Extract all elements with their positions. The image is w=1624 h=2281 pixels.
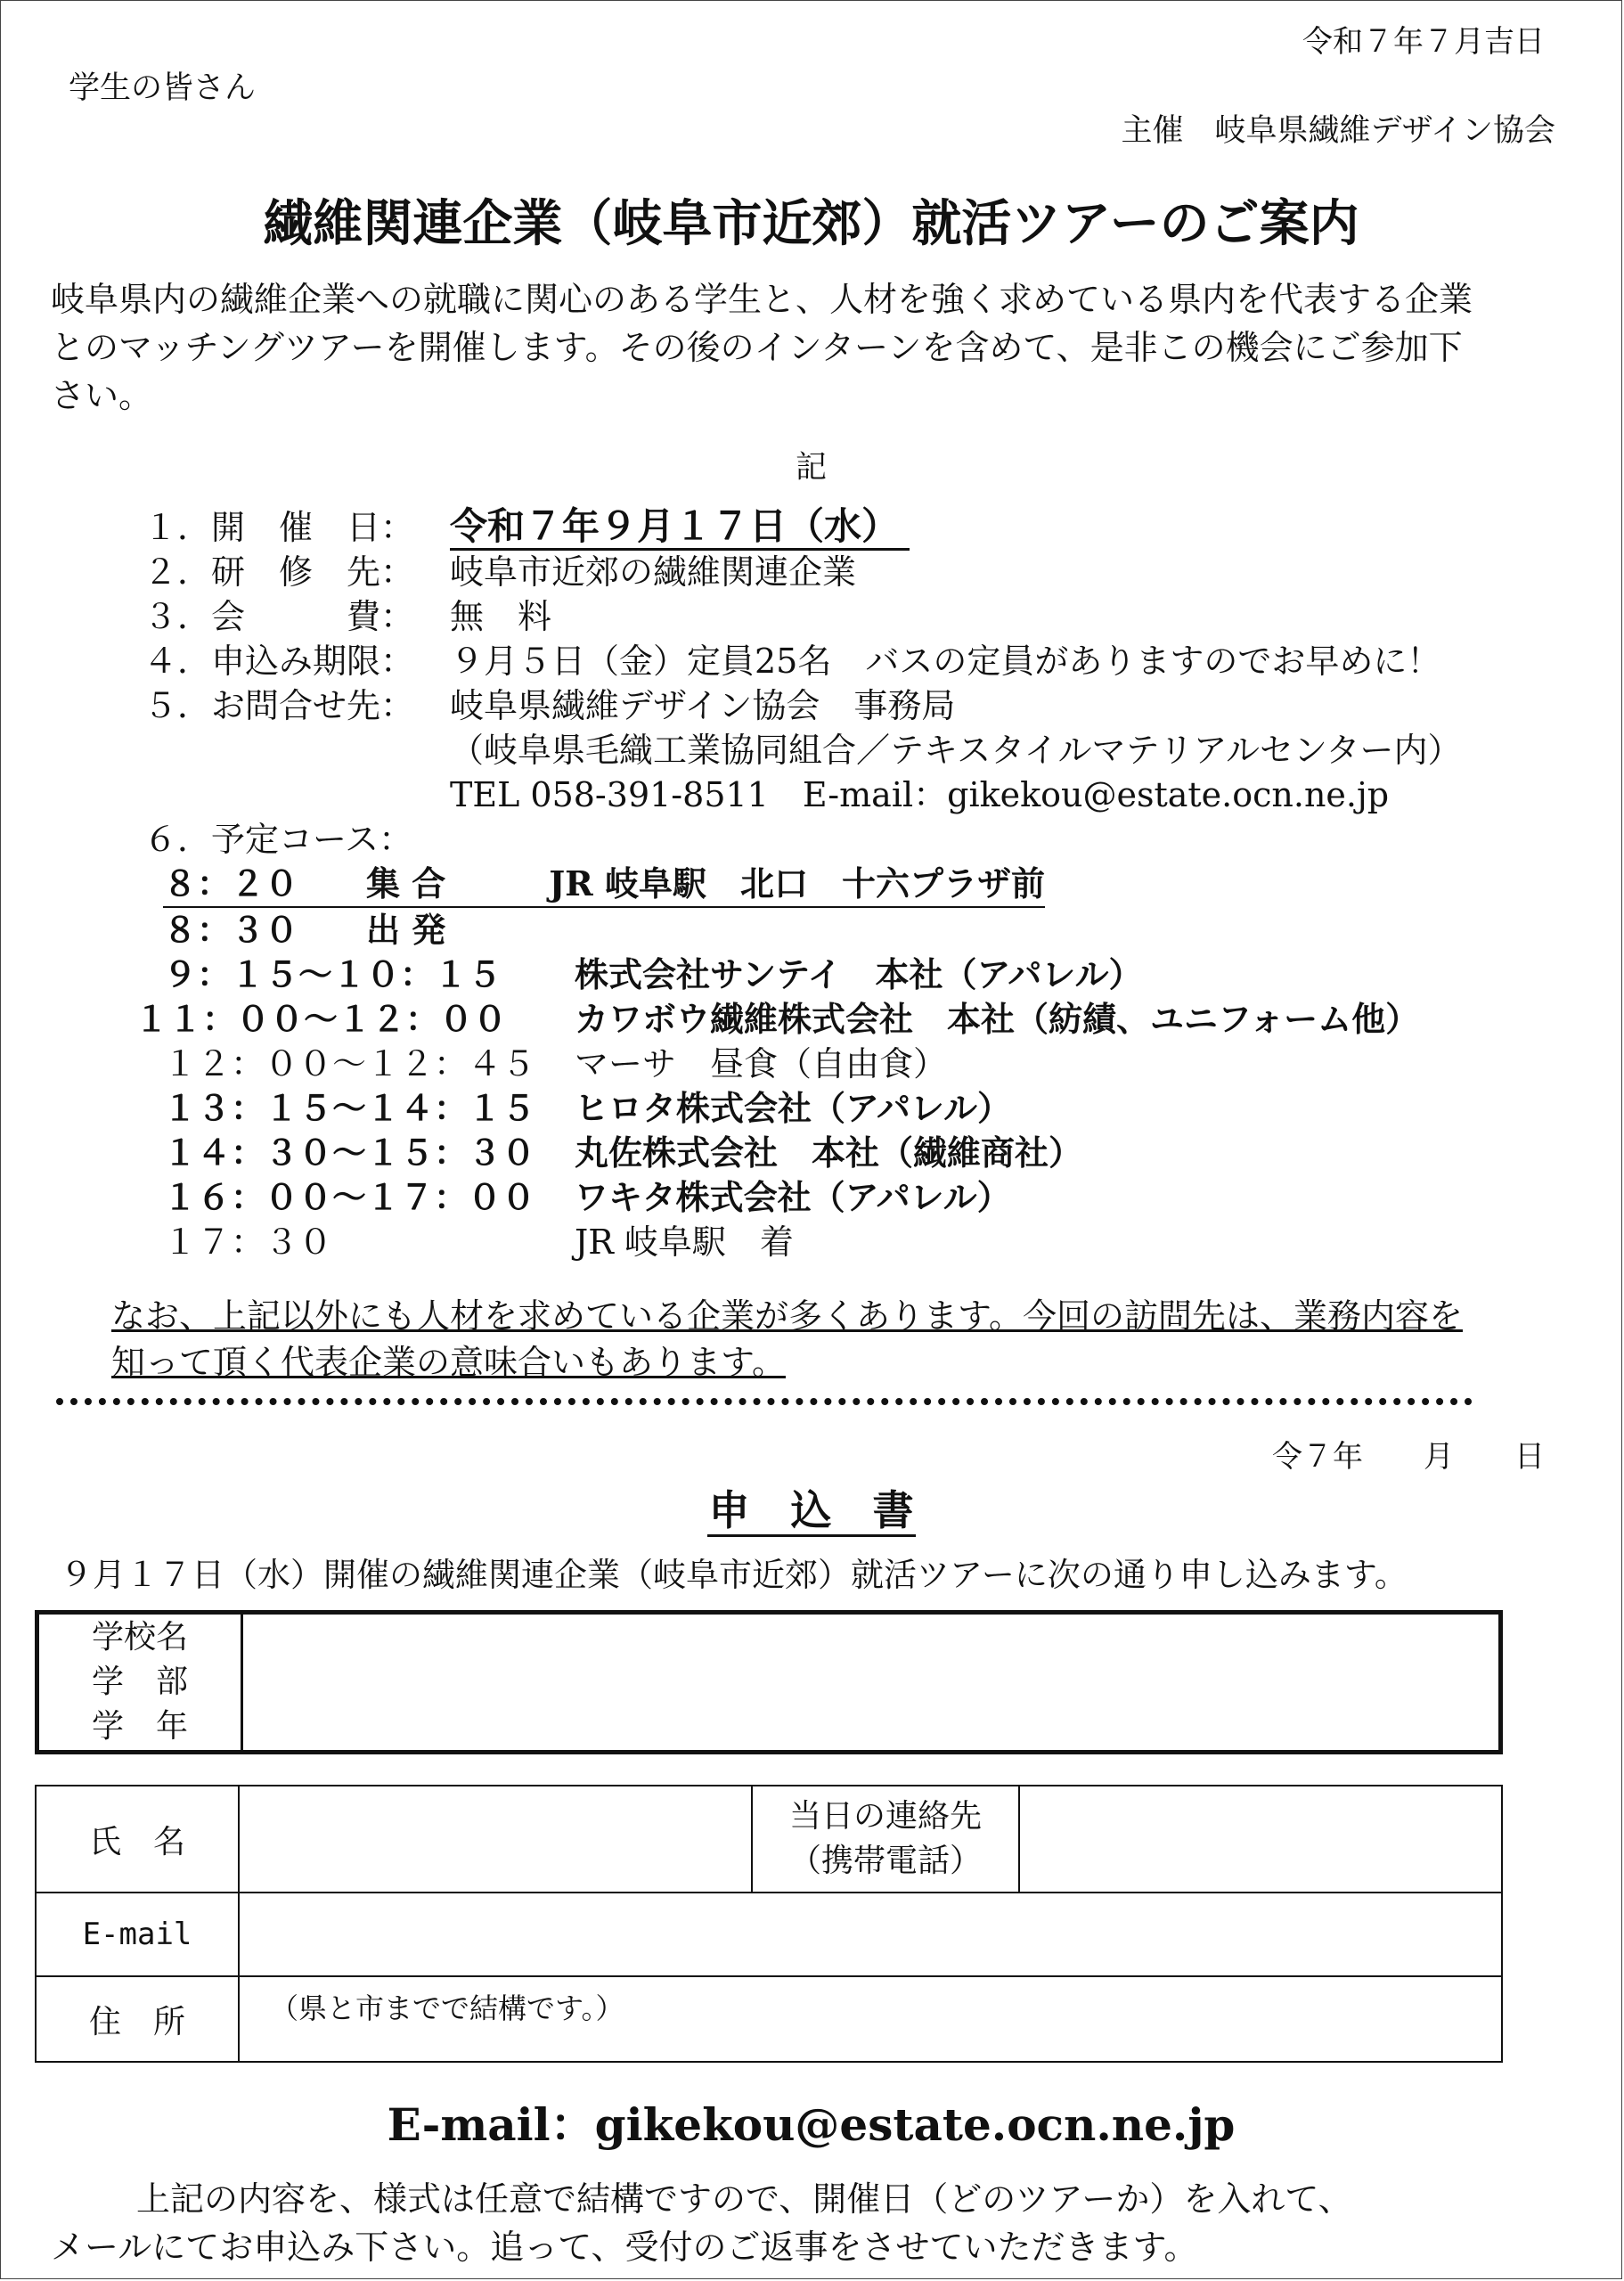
email-label: E-mail xyxy=(36,1893,239,1976)
school-labels: 学校名 学 部 学 年 xyxy=(37,1613,242,1753)
schedule-row xyxy=(163,952,1419,997)
schedule-place: JR 岐阜駅 北口 十六プラザ前 xyxy=(549,863,1045,903)
form-title: 申 込 書 xyxy=(1,1478,1621,1537)
details-list xyxy=(143,505,1461,862)
phone-field[interactable] xyxy=(1019,1786,1502,1893)
schedule-time: ９：１５～１０：１５ xyxy=(163,954,502,994)
schedule-time: ８：２０ 集 合 xyxy=(163,863,446,903)
schedule-row xyxy=(163,1220,1419,1264)
school-table xyxy=(35,1610,1503,1754)
detail-value: 岐阜県繊維デザイン協会 事務局 xyxy=(450,686,956,725)
schedule-row xyxy=(163,862,1045,908)
detail-row xyxy=(143,639,1461,683)
detail-label: ４．申込み期限： xyxy=(143,642,415,681)
contact-email: E-mail：gikekou@estate.ocn.ne.jp xyxy=(387,2098,1236,2151)
school-field[interactable] xyxy=(242,1613,1501,1753)
address-field[interactable]: （県と市までで結構です。） xyxy=(239,1976,1502,2062)
detail-label: ２．研 修 先： xyxy=(143,552,415,592)
issue-date: 令和７年７月吉日 xyxy=(1302,24,1545,60)
detail-value: ９月５日（金）定員25名 バスの定員がありますのでお早めに！ xyxy=(450,642,1441,681)
schedule-time: １６：００～１７：００ xyxy=(163,1177,536,1217)
intro-paragraph: 岐阜県内の繊維企業への就職に関心のある学生と、人材を強く求めている県内を代表する企業とのマッチングツアーを開催します。その後のインターンを含めて、是非この機会にご参加下さい。 xyxy=(51,280,1473,415)
schedule-place: カワボウ繊維株式会社 本社（紡績、ユニフォーム他） xyxy=(575,999,1420,1039)
detail-label: １．開 催 日： xyxy=(143,508,415,547)
schedule-row xyxy=(135,997,1419,1042)
detail-row xyxy=(143,594,1461,639)
schedule-row xyxy=(163,1086,1419,1131)
detail-row xyxy=(143,550,1461,594)
schedule-time: １４：３０～１５：３０ xyxy=(163,1132,536,1173)
detail-row xyxy=(143,683,1461,728)
address-label: 住 所 xyxy=(36,1976,239,2062)
schedule-place: ワキタ株式会社（アパレル） xyxy=(575,1177,1011,1217)
page-title: 繊維関連企業（岐阜市近郊）就活ツアーのご案内 xyxy=(263,194,1359,253)
name-field[interactable] xyxy=(239,1786,752,1893)
course-schedule xyxy=(135,862,1420,1264)
detail-value: 無 料 xyxy=(450,597,552,636)
schedule-time: １２：００～１２：４５ xyxy=(163,1044,536,1083)
ki-mark: 記 xyxy=(795,450,827,486)
detail-value: 岐阜市近郊の繊維関連企業 xyxy=(450,552,857,592)
contact-label: 当日の連絡先 （携帯電話） xyxy=(752,1786,1019,1893)
email-field[interactable] xyxy=(239,1893,1502,1976)
form-date: 令７年 月 日 xyxy=(1272,1439,1545,1475)
name-label: 氏 名 xyxy=(36,1786,239,1893)
form-lead: ９月１７日（水）開催の繊維関連企業（岐阜市近郊）就活ツアーに次の通り申し込みます。 xyxy=(60,1556,1408,1594)
cut-line xyxy=(56,1398,1473,1405)
detail-label: ５．お問合せ先： xyxy=(143,686,415,725)
schedule-row xyxy=(163,1175,1419,1220)
schedule-place: 株式会社サンテイ 本社（アパレル） xyxy=(575,954,1143,994)
schedule-time: １７：３０ xyxy=(163,1222,333,1262)
schedule-time: １１：００～１２：００ xyxy=(135,999,508,1039)
organizer: 主催 岐阜県繊維デザイン協会 xyxy=(1121,113,1555,149)
greeting: 学生の皆さん xyxy=(69,70,257,106)
schedule-time: ８：３０ 出 発 xyxy=(163,910,446,950)
detail-label: ３．会 費： xyxy=(143,597,415,636)
course-label: ６．予定コース： xyxy=(143,820,413,859)
schedule-row xyxy=(163,908,1419,952)
contact-line: TEL 058-391-8511 E-mail：gikekou@estate.ocn.ne.jp xyxy=(450,775,1390,814)
schedule-row xyxy=(163,1131,1419,1175)
schedule-place: マーサ 昼食（自由食） xyxy=(575,1044,948,1083)
schedule-place: JR 岐阜駅 着 xyxy=(575,1222,794,1262)
schedule-place: 丸佐株式会社 本社（繊維商社） xyxy=(575,1132,1083,1173)
applicant-table xyxy=(35,1785,1503,2063)
event-date: 令和７年９月１７日（水） xyxy=(450,504,910,551)
detail-row xyxy=(143,505,1461,550)
note-paragraph: なお、上記以外にも人材を求めている企業が多くあります。今回の訪問先は、業務内容を知って頂く代表企業の意味合いもあります。 xyxy=(111,1296,1463,1382)
contact-line: （岐阜県毛織工業協同組合／テキスタイルマテリアルセンター内） xyxy=(450,731,1462,770)
schedule-row xyxy=(163,1042,1419,1086)
closing-paragraph: 上記の内容を、様式は任意で結構ですので、開催日（どのツアーか）を入れて、 メールにてお申込み下さい。追って、受付のご返事をさせていただきます。 xyxy=(51,2179,1352,2267)
schedule-place: ヒロタ株式会社（アパレル） xyxy=(575,1088,1012,1128)
schedule-time: １３：１５～１４：１５ xyxy=(163,1088,536,1128)
